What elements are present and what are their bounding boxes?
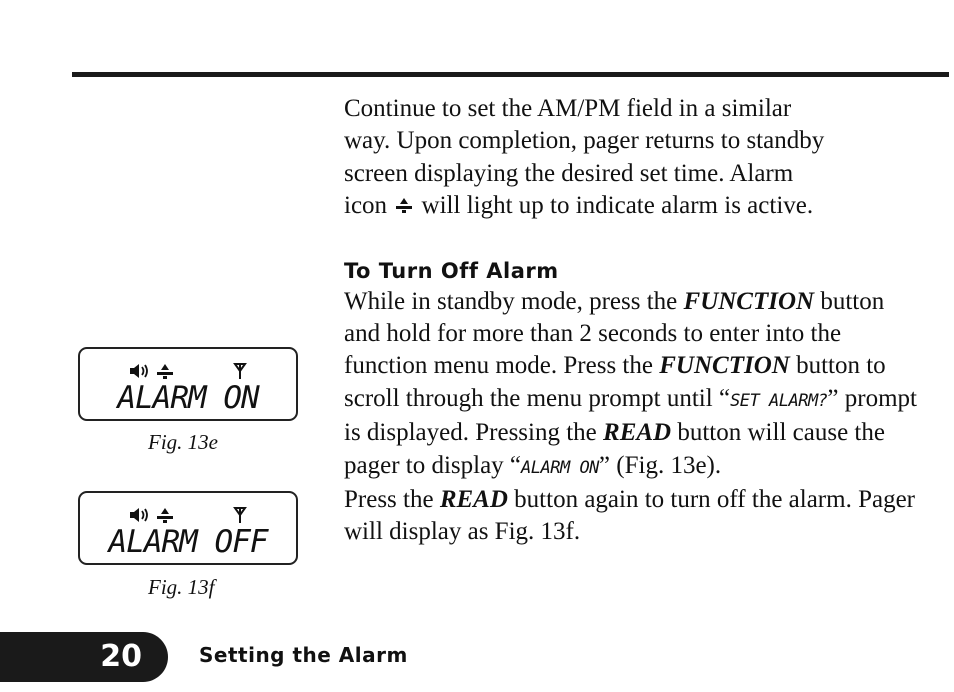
speaker-icon [130,508,147,522]
lcd-text-set-alarm: SET ALARM? [730,390,828,411]
antenna-icon [235,364,245,379]
page-number: 20 [100,639,142,674]
figure-caption: Fig. 13e [148,430,218,454]
speaker-icon [130,364,147,378]
footer-section-title: Setting the Alarm [199,643,408,667]
header-rule [72,72,949,77]
lcd-readout: ALARM ON [117,380,259,416]
status-icons [128,505,258,525]
pager-display-fig-13e [78,347,298,421]
alarm-bell-icon [393,195,415,215]
paragraph-turn-off: While in standby mode, press the FUNCTION button and hold for more than 2 seconds to enter into the function menu mode. Press the FUNCTION button to scroll through the menu prompt until “SET ALARM?” prompt is displayed. Pressing the READ button will cause the pager to display “ALARM ON” (Fig. 13e). [344,287,917,479]
section-title: To Turn Off Alarm [344,258,559,283]
alarm-bell-icon [157,364,173,379]
antenna-icon [235,508,245,523]
alarm-bell-icon [157,508,173,523]
paragraph-read-again: Press the READ button again to turn off the alarm. Pager will display as Fig. 13f. [344,486,915,546]
paragraph-am-pm: Continue to set the AM/PM field in a similar way. Upon completion, pager returns to standby screen displaying the desired set time. Alarm icon will light up to indicate alarm is active. [344,95,825,220]
status-icons [128,361,258,381]
figure-caption: Fig. 13f [148,575,215,599]
main-text [344,93,924,549]
pager-display-fig-13f [78,491,298,565]
lcd-readout: ALARM OFF [108,524,268,560]
lcd-text-alarm-on: ALARM ON [521,457,599,478]
